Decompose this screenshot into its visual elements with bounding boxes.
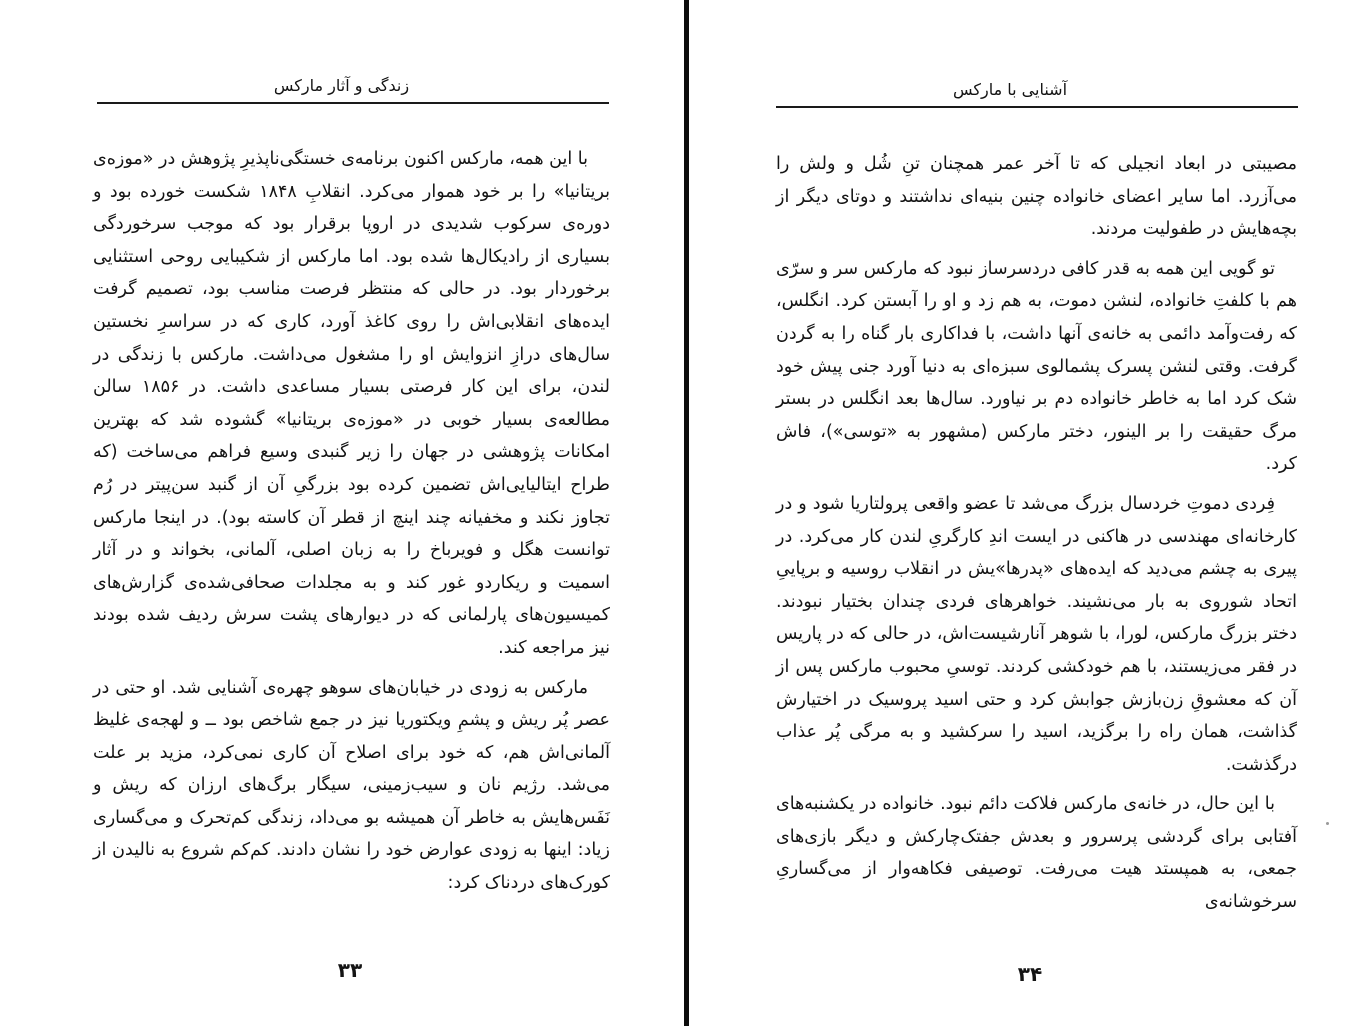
left-page-number: ۳۳ [337, 958, 363, 982]
left-paragraph-2: مارکس به زودی در خیابان‌های سوهو چهره‌ی آشنایی شد. او حتی در عصر پُر ریش و پشمِ ویکتوریا نیز در جمع شاخص بود ــ و لهجه‌ی غلیظ آلمانی‌اش هم، که خود برای اصلاح آن کاری نمی‌کرد، مزید بر علت می‌شد. رژیم نان و سیب‌زمینی، سیگار برگ‌های ارزان که ریش و نَفَس‌هایش به خاطر آن همیشه بو می‌داد، زندگی کم‌تحرک و می‌گساری زیاد: اینها به زودی عوارض خود را نشان دادند. کم‌کم شروع به نالیدن از کورک‌های دردناک کرد: [93, 677, 610, 894]
left-paragraph-1: با این همه، مارکس اکنون برنامه‌ی خستگی‌ناپذیرِ پژوهش در «موزه‌ی بریتانیا» را بر خود هموار می‌کرد. انقلابِ ۱۸۴۸ شکست خورده بود و دوره‌ی سرکوب شدیدی در اروپا برقرار بود که موجب سرخوردگی بسیاری از رادیکال‌ها شده بود. اما مارکس از شکیبایی روحی استثنایی برخوردار بود. در حالی که منتظر فرصت مناسب بود، تصمیم گرفت ایده‌های انقلابی‌اش را روی کاغذ آورد، کاری که در سراسرِ نخستین سال‌های درازِ انزوایش او را مشغول می‌داشت. مارکس با زندگی در لندن، برای این کار فرصتی بسیار مساعدی داشت. در ۱۸۵۶ سالن مطالعه‌ی بسیار خوبی در «موزه‌ی بریتانیا» گشوده شد که بهترین امکانات پژوهشی در جهان را زیر گنبدی وسیع فراهم می‌ساخت (که طراح ایتالیایی‌اش تضمین کرده بود بزرگیِ آن از گنبد سن‌پیتر در رُم تجاوز نکند و مخفیانه چند اینچ از قطر آن کاسته بود). در اینجا مارکس توانست هگل و فویرباخ را به زبان اصلی، آلمانی، بخواند و در آثار اسمیت و ریکاردو غور کند و به مجلدات صحافی‌شده‌ی گزارش‌های کمیسیون‌های پارلمانی که در دیوارهای پشت سرش ردیف شده بودند نیز مراجعه کند. [93, 149, 610, 658]
right-paragraph-2: تو گویی این همه به قدر کافی دردسرساز نبود که مارکس سر و سرّی هم با کلفتِ خانواده، لنشن دموت، به هم زد و او را آبستن کرد. انگلس، که رفت‌وآمد دائمی به خانه‌ی آنها داشت، با فداکاری بار گناه را به گردن گرفت. وقتی لنشن پسرک پشمالوی سبزه‌ای به دنیا آورد جنی پیش خود شک کرد اما به خاطر خانواده دم بر نیاورد. سال‌ها بعد انگلس در بستر مرگ حقیقت را بر الینور، دختر مارکس (مشهور به «توسی»)، فاش کرد. [776, 258, 1297, 475]
right-paragraph-1: مصیبتی در ابعاد انجیلی که تا آخر عمر همچنان تنِ شُل و ولش را می‌آزرد. اما سایر اعضای خانواده چنین بنیه‌ای نداشتند و دوتای دیگر از بچه‌هایش در طفولیت مردند. [776, 154, 1297, 240]
right-page [690, 0, 1366, 1026]
left-body-text [93, 143, 610, 900]
right-running-header: آشنایی با مارکس [952, 80, 1068, 99]
right-page-number: ۳۴ [1017, 962, 1043, 986]
book-spine [684, 0, 689, 1026]
right-header-rule [776, 106, 1298, 108]
left-running-header: زندگی و آثار مارکس [273, 76, 410, 95]
left-header-rule [97, 102, 609, 104]
right-paragraph-4: با این حال، در خانه‌ی مارکس فلاکت دائم نبود. خانواده در یکشنبه‌های آفتابی برای گردشی پرسرور و بعدش جفتک‌چارکش و دیگر بازی‌های جمعی، به همپستد هیت می‌رفت. توصیفی فکاهه‌وار از می‌گساریِ سرخوشانه‌ی [776, 794, 1297, 913]
scan-speck [1326, 822, 1329, 825]
right-body-text [776, 148, 1297, 919]
right-paragraph-3: فِردی دموتِ خردسال بزرگ می‌شد تا عضو واقعی پرولتاریا شود و در کارخانه‌ای مهندسی در هاکنی در ایست اندِ کارگریِ لندن کار می‌کرد. در پیری به چشم می‌دید که ایده‌های «پدرها»یش در انقلاب روسیه و برپاییِ اتحاد شوروی به بار می‌نشیند. خواهرهای فردی چندان بختیار نبودند. دختر بزرگ مارکس، لورا، با شوهر آنارشیست‌اش، در حالی که در پاریس در فقر می‌زیستند، با هم خودکشی کردند. توسیِ محبوب مارکس پس از آن که معشوقِ زن‌بازش جوابش کرد و حتی اسید پروسیک در اختیارش گذاشت، همان راه را برگزید، اسید را سرکشید و به مرگی پُر عذاب درگذشت. [776, 493, 1297, 775]
